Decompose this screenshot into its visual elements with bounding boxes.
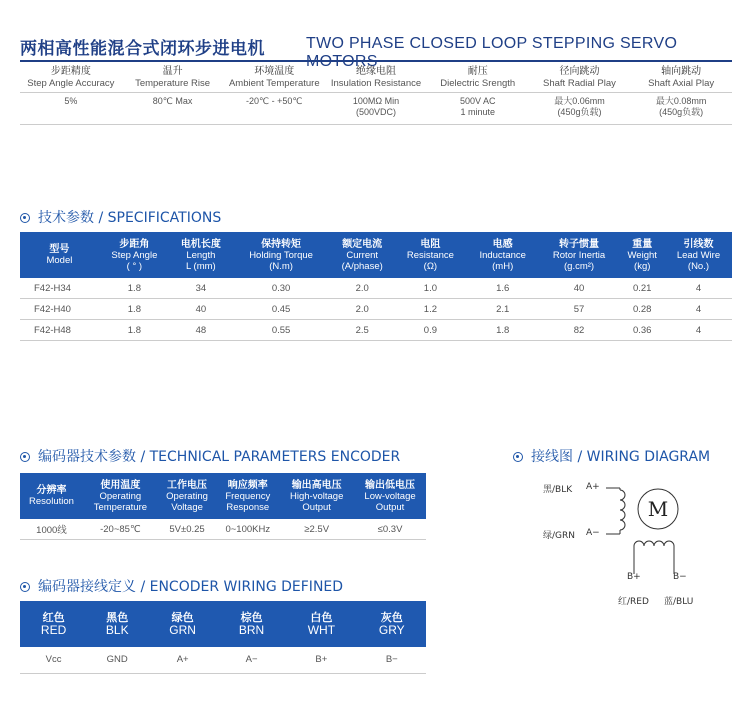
general-spec-header-cell [529,66,631,92]
table-cell: 1.8 [99,278,170,299]
coil-a [620,490,625,530]
table-cell: 0~100KHz [216,519,279,540]
table-cell: B+ [285,647,357,673]
specifications-table [20,232,732,341]
a-plus-label: A+ [586,482,600,492]
table-cell: 2.0 [330,299,394,320]
encoder-header-en: Resolution [29,496,74,507]
wire-color-header [87,601,147,647]
general-spec-label-en: Step Angle Accuracy [27,78,115,89]
table-cell: 1.8 [99,299,170,320]
table-cell: 2.0 [330,278,394,299]
encoder-header-en2: Voltage [171,501,203,513]
table-cell: -20~85℃ [83,519,158,540]
general-spec-value: 1 minute [460,107,495,117]
spec-header-unit: L (mm) [185,260,216,272]
table-row [20,299,732,320]
spec-header-unit: (mH) [492,260,514,272]
general-spec-label-cn: 温升 [162,66,183,77]
general-spec-header-cell [122,66,224,92]
spec-column-header [619,232,664,278]
general-spec-value: (450g负载) [557,107,602,117]
wiring-diagram-title [513,446,710,466]
table-cell: ≤0.3V [354,519,426,540]
spec-header-en: Inductance [479,249,526,261]
blue-wire-label: 蓝/BLU [664,597,694,607]
general-spec-value: 500V AC [459,96,496,106]
encoder-wiring-title [20,576,343,596]
encoder-column-header [20,473,83,519]
table-cell: 40 [539,278,620,299]
table-cell: ≥2.5V [279,519,354,540]
general-spec-value-cell [223,96,325,124]
general-spec-label-en: Dielectric Srength [440,78,516,89]
spec-header-en: Holding Torque [249,249,313,261]
spec-header-unit: (No.) [687,260,710,272]
table-cell: 1.0 [394,278,467,299]
encoder-params-table [20,473,426,540]
general-spec-label-en: Temperature Rise [135,78,211,89]
encoder-header-en: Low-voltage [364,490,416,502]
table-cell: 0.45 [232,299,331,320]
spec-header-en: Weight [627,249,657,261]
wire-color-en: BRN [238,622,265,637]
wire-color-en: RED [40,622,67,637]
encoder-header-en2: Output [302,501,331,513]
encoder-column-header [354,473,426,519]
general-spec-value: 100MΩ Min [352,96,400,106]
spec-header-cn: 额定电流 [342,238,383,250]
red-wire-label: 红/RED [618,597,649,607]
spec-column-header [170,232,232,278]
specifications-title [20,207,221,227]
title-divider [20,60,732,62]
general-spec-value-cell [427,96,529,124]
table-cell: 0.9 [394,320,467,341]
wire-color-header [20,601,87,647]
wire-color-header [358,601,426,647]
table-cell: 34 [170,278,232,299]
table-cell: 1.2 [394,299,467,320]
general-spec-label-en: Insulation Resistance [330,78,422,89]
general-spec-label-cn: 绝缘电阻 [356,66,397,77]
table-cell: B− [358,647,426,673]
spec-column-header [467,232,539,278]
encoder-header-en2: Output [375,501,405,513]
general-spec-value: -20℃ - +50℃ [246,96,303,106]
encoder-header-en: Operating [99,490,142,502]
table-cell: 1000线 [20,519,83,540]
spec-header-unit: (Ω) [423,260,438,272]
encoder-column-header [216,473,279,519]
spec-header-en: Lead Wire [676,249,721,261]
spec-header-unit: ( ° ) [126,260,143,272]
spec-column-header [20,232,99,278]
general-spec-value: (450g负载) [659,107,704,117]
spec-column-header [99,232,170,278]
green-wire-label: 绿/GRN [543,531,575,541]
b-plus-label: B+ [627,572,641,582]
general-specs-header [20,66,732,93]
table-cell: 4 [665,299,732,320]
wire-color-cn: 红色 [42,610,65,624]
general-spec-value-cell [20,96,122,124]
spec-header-cn: 引线数 [683,238,714,250]
spec-header-en: Current [346,249,379,261]
table-cell: 0.55 [232,320,331,341]
encoder-header-cn: 输出高电压 [291,479,342,491]
table-cell: F42-H40 [20,299,99,320]
b-minus-label: B− [673,572,687,582]
general-spec-value: 最大0.06mm [554,96,605,106]
spec-header-en: Resistance [406,249,454,261]
spec-header-unit: (A/phase) [341,260,383,272]
encoder-column-header [83,473,158,519]
motor-label: M [647,497,669,521]
spec-column-header [539,232,620,278]
spec-column-header [394,232,467,278]
spec-header-cn: 步距角 [119,238,150,250]
general-spec-value-cell [325,96,427,124]
spec-header-cn: 电阻 [420,238,441,250]
spec-header-cn: 重量 [632,238,653,250]
encoder-header-en2: Temperature [93,501,148,513]
spec-header-unit: (N.m) [269,260,293,272]
spec-header-en: Length [186,249,216,261]
spec-column-header [665,232,732,278]
spec-header-cn: 型号 [49,244,70,255]
general-spec-label-cn: 耐压 [467,66,488,77]
encoder-header-en: Frequency [225,490,271,502]
table-cell: 40 [170,299,232,320]
spec-header-unit: (g.cm²) [564,260,595,272]
wire-color-cn: 灰色 [380,610,403,624]
wire-color-cn: 黑色 [106,610,129,624]
encoder-header-cn: 输出低电压 [365,479,416,491]
table-row [20,278,732,299]
wire-color-cn: 棕色 [240,610,263,624]
general-spec-value: 80℃ Max [152,96,193,106]
spec-header-unit: (kg) [634,260,651,272]
wiring-diagram-title-text: 接线图 / WIRING DIAGRAM [531,449,711,465]
table-cell: 0.36 [619,320,664,341]
table-cell: F42-H34 [20,278,99,299]
coil-b [634,541,674,546]
wire-color-header [285,601,357,647]
general-spec-header-cell [427,66,529,92]
general-spec-label-cn: 径向跳动 [559,66,600,77]
general-spec-value: 5% [64,96,78,106]
general-spec-header-cell [325,66,427,92]
general-spec-value: (500VDC) [356,107,397,117]
general-spec-value-cell [630,96,732,124]
wire-color-en: GRY [378,622,405,637]
table-cell: F42-H48 [20,320,99,341]
spec-header-en: Step Angle [111,249,158,261]
general-spec-label-en: Shaft Axial Play [648,78,715,89]
table-row [20,320,732,341]
general-spec-header-cell [20,66,122,92]
encoder-header-cn: 响应频率 [227,479,268,491]
spec-header-cn: 转子惯量 [559,238,600,250]
spec-column-header [330,232,394,278]
general-spec-value: 最大0.08mm [655,96,707,106]
table-cell: 1.8 [99,320,170,341]
encoder-column-header [158,473,217,519]
encoder-header-cn: 使用温度 [100,479,141,491]
circle-bullet-icon [513,452,523,462]
table-cell: A+ [147,647,218,673]
page-title-en: TWO PHASE CLOSED LOOP STEPPING SERVO [306,35,678,52]
table-cell: A− [218,647,285,673]
spec-header-cn: 电感 [492,238,513,250]
encoder-column-header [279,473,354,519]
wire-color-en: BLK [105,622,129,637]
table-cell: 2.1 [467,299,539,320]
page-title-cn: 两相高性能混合式闭环步进电机 [20,39,265,59]
wire-color-en: WHT [307,622,336,637]
general-spec-label-cn: 轴向跳动 [661,66,702,77]
table-cell: 0.21 [619,278,664,299]
general-spec-header-cell [630,66,732,92]
general-spec-value-cell [529,96,631,124]
wire-color-header [218,601,285,647]
encoder-params-title [20,446,400,466]
a-minus-label: A− [586,528,600,538]
table-cell: Vcc [20,647,87,673]
encoder-wiring-table [20,601,426,674]
encoder-header-cn: 分辨率 [36,485,67,496]
encoder-header-en2: Response [226,501,270,513]
wire-color-cn: 绿色 [171,610,194,624]
circle-bullet-icon [20,582,30,592]
encoder-header-en: Operating [166,490,208,502]
table-cell: GND [87,647,147,673]
table-cell: 1.6 [467,278,539,299]
general-specs-values [20,96,732,124]
table-cell: 0.30 [232,278,331,299]
general-specs-divider [20,124,732,125]
black-wire-label: 黑/BLK [543,485,573,495]
spec-header-en: Rotor Inertia [552,249,606,261]
wire-color-en: GRN [169,622,196,637]
wire-color-header [147,601,218,647]
table-cell: 82 [539,320,620,341]
table-cell: 1.8 [467,320,539,341]
encoder-header-en: High-voltage [290,490,344,502]
table-cell: 4 [665,278,732,299]
encoder-wiring-title-text: 编码器接线定义 / ENCODER WIRING DEFINED [38,579,344,595]
circle-bullet-icon [20,452,30,462]
spec-header-en: Model [46,255,73,266]
table-cell: 2.5 [330,320,394,341]
table-cell: 57 [539,299,620,320]
table-cell: 4 [665,320,732,341]
general-spec-label-cn: 步距精度 [50,66,91,77]
table-cell: 5V±0.25 [158,519,217,540]
general-spec-label-en: Shaft Radial Play [543,78,616,89]
general-spec-value-cell [122,96,224,124]
spec-header-cn: 保持转矩 [261,238,302,250]
spec-header-cn: 电机长度 [180,238,221,250]
table-cell: 48 [170,320,232,341]
specifications-title-text: 技术参数 / SPECIFICATIONS [38,210,222,226]
wire-color-cn: 白色 [310,610,333,624]
general-spec-header-cell [223,66,325,92]
encoder-params-title-text: 编码器技术参数 / TECHNICAL PARAMETERS ENCODER [38,449,401,465]
encoder-header-cn: 工作电压 [167,479,208,491]
general-spec-label-cn: 环境温度 [254,66,295,77]
general-spec-label-en: Ambient Temperature [228,78,320,89]
spec-column-header [232,232,331,278]
circle-bullet-icon [20,213,30,223]
table-cell: 0.28 [619,299,664,320]
